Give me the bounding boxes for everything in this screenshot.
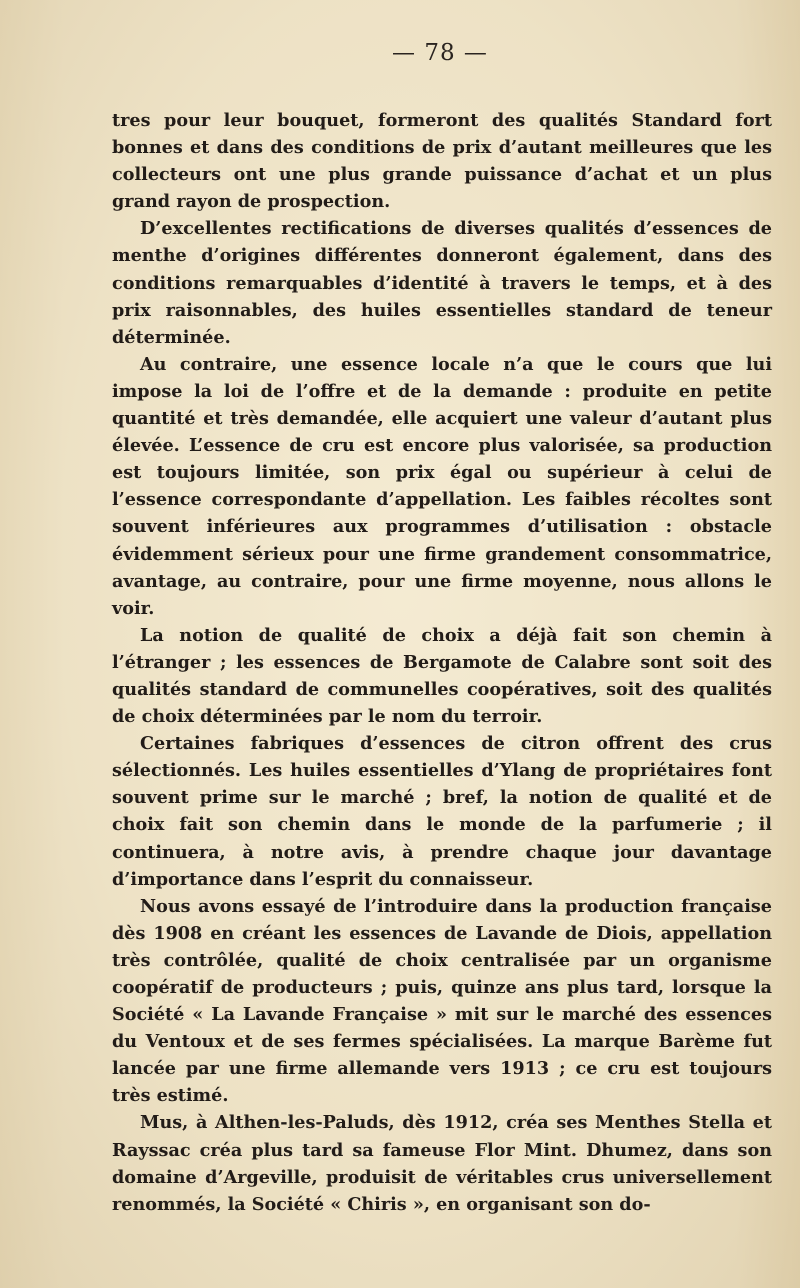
page-number: — 78 — xyxy=(392,40,488,66)
paragraph-1: tres pour leur bouquet, formeront des qualités Standard fort bonnes et dans des conditions de prix d’autant meilleures que les collecteurs ont une plus grande puissance d’achat et un plus grand rayon de prospection. xyxy=(112,110,772,213)
paragraph-4: La notion de qualité de choix a déjà fait son chemin à l’étranger ; les essences de Bergamote de Calabre sont soit des qualités standard de communelles coopératives, soit des qualités de choix déterminées par le nom du terroir. xyxy=(112,624,772,728)
body-text xyxy=(112,107,772,1218)
paragraph-7: Mus, à Althen-les-Paluds, dès 1912, créa ses Menthes Stella et Rayssac créa plus tard sa fameuse Flor Mint. Dhumez, dans son domaine d’Argeville, produisit de véritables crus universellement renommés, la Société « Chiris », en organisant son do- xyxy=(112,1112,772,1215)
paragraph-2: D’excellentes rectifications de diverses qualités d’essences de menthe d’origines différentes donneront également, dans des conditions remarquables d’identité à travers le temps, et à des prix raisonnables, des huiles essentielles standard de teneur déterminée. xyxy=(112,218,772,348)
paragraph-3: Au contraire, une essence locale n’a que le cours que lui impose la loi de l’offre et de la demande : produite en petite quantité et très demandée, elle acquiert une valeur d’autant plus élevée. L’essence de cru est encore plus valorisée, sa production est toujours limitée, son prix égal ou supérieur à celui de l’essence correspondante d’appellation. Les faibles récoltes sont souvent inférieures aux programmes d’utilisation : obstacle évidemment sérieux pour une firme grandement consommatrice, avantage, au contraire, pour une firme moyenne, nous allons le voir. xyxy=(112,353,772,619)
paragraph-5: Certaines fabriques d’essences de citron offrent des crus sélectionnés. Les huiles essentielles d’Ylang de propriétaires font souvent prime sur le marché ; bref, la notion de qualité et de choix fait son chemin dans le monde de la parfumerie ; il continuera, à notre avis, à prendre chaque jour davantage d’importance dans l’esprit du connaisseur. xyxy=(112,733,772,890)
paragraph-6: Nous avons essayé de l’introduire dans la production française dès 1908 en créant les essences de Lavande de Diois, appellation très contrôlée, qualité de choix centralisée par un organisme coopératif de producteurs ; puis, quinze ans plus tard, lorsque la Société « La Lavande Française » mit sur le marché des essences du Ventoux et de ses fermes spécialisées. La marque Barème fut lancée par une firme allemande vers 1913 ; ce cru est toujours très estimé. xyxy=(112,895,772,1107)
